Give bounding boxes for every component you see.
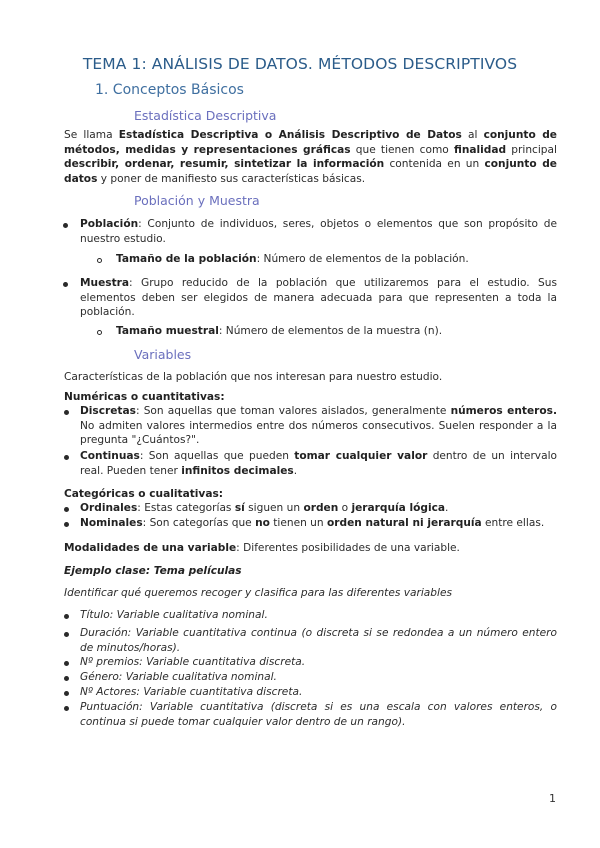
list-item-muestra: Muestra: Grupo reducido de la población que utilizaremos para el estudio. Sus elementos deben ser elegidos de manera adecuada para que representen a toda la población. (80, 277, 557, 319)
list-item-ejemplo: Título: Variable cualitativa nominal. (80, 609, 268, 621)
subheading-poblacion: Población y Muestra (134, 193, 260, 208)
section-heading-conceptos: 1. Conceptos Básicos (95, 82, 244, 98)
bullet-icon (63, 282, 68, 287)
list-item-tam-muestral: Tamaño muestral: Número de elementos de la muestra (n). (116, 325, 443, 337)
bullet-icon (64, 614, 69, 619)
categoricas-heading: Categóricas o cualitativas: (64, 488, 224, 500)
subheading-variables: Variables (134, 347, 192, 362)
list-item-continuas: Continuas: Son aquellas que pueden tomar cualquier valor dentro de un intervalo real. Pueden tener infinitos decimales. (80, 450, 557, 477)
ejemplo-intro: Identificar qué queremos recoger y clasifica para las diferentes variables (64, 587, 453, 599)
document-title: TEMA 1: ANÁLISIS DE DATOS. MÉTODOS DESCRIPTIVOS (82, 55, 518, 73)
bullet-icon (64, 661, 69, 666)
bullet-icon (64, 632, 69, 637)
bullet-icon (64, 522, 69, 527)
list-item-ejemplo: Nº premios: Variable cuantitativa discreta. (80, 656, 306, 668)
bullet-icon (64, 455, 69, 460)
bullet-icon (64, 706, 69, 711)
sub-bullet-icon (97, 330, 102, 335)
modalidades-paragraph: Modalidades de una variable: Diferentes posibilidades de una variable. (64, 542, 460, 554)
bullet-icon (63, 223, 68, 228)
numericas-heading: Numéricas o cuantitativas: (64, 391, 225, 403)
sub-bullet-icon (97, 258, 102, 263)
list-item-ejemplo: Puntuación: Variable cuantitativa (discreta si es una escala con valores enteros, o continua si puede tomar cualquier valor dentro de un rango). (80, 701, 557, 728)
bullet-icon (64, 691, 69, 696)
bullet-icon (64, 410, 69, 415)
list-item-nominales: Nominales: Son categorías que no tienen un orden natural ni jerarquía entre ellas. (80, 517, 545, 529)
list-item-ejemplo: Género: Variable cualitativa nominal. (80, 671, 277, 683)
list-item-poblacion: Población: Conjunto de individuos, seres, objetos o elementos que son propósito de nuestro estudio. (80, 218, 557, 245)
list-item-tam-poblacion: Tamaño de la población: Número de elementos de la población. (116, 253, 469, 265)
variables-intro: Características de la población que nos interesan para nuestro estudio. (64, 371, 443, 383)
list-item-ejemplo: Duración: Variable cuantitativa continua (o discreta si se redondea a un número entero de minutos/horas). (80, 627, 557, 654)
list-item-ordinales: Ordinales: Estas categorías sí siguen un orden o jerarquía lógica. (80, 502, 449, 514)
ejemplo-heading: Ejemplo clase: Tema películas (64, 565, 242, 577)
bullet-icon (64, 676, 69, 681)
intro-paragraph: Se llama Estadística Descriptiva o Análisis Descriptivo de Datos al conjunto de métodos, medidas y representaciones gráficas que tienen como finalidad principal describir, ordenar, resumir, sintetizar la información contenida en un conjunto de datos y poner de manifiesto sus características básicas. (64, 129, 557, 185)
bullet-icon (64, 507, 69, 512)
list-item-ejemplo: Nº Actores: Variable cuantitativa discreta. (80, 686, 303, 698)
page-number: 1 (549, 792, 556, 805)
subheading-estadistica: Estadística Descriptiva (134, 108, 277, 123)
list-item-discretas: Discretas: Son aquellas que toman valores aislados, generalmente números enteros. No admiten valores intermedios entre dos números consecutivos. Suelen responder a la pregunta "¿Cuántos?". (80, 405, 557, 447)
